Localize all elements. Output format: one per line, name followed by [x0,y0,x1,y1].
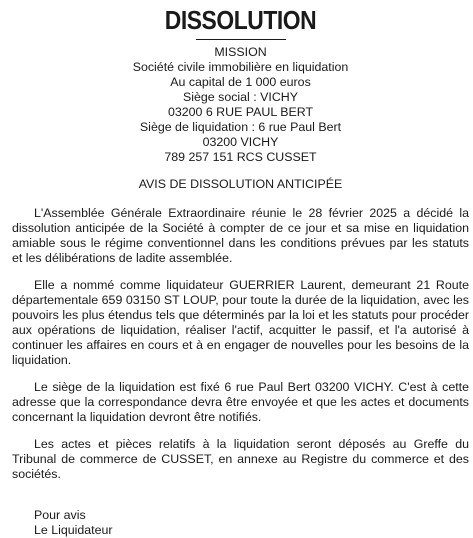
company-form: Société civile immobilière en liquidation [132,60,349,74]
title-divider [196,39,286,40]
registered-office-address: 03200 6 RUE PAUL BERT [167,105,314,119]
signoff-line-1: Pour avis [34,508,86,522]
paragraph-liquidation-seat: Le siège de la liquidation est fixé 6 rue Paul Bert 03200 VICHY. C'est à cette adresse que la correspondance devra être envoyée et que les actes et documents concernant la liquidation devront être notifiés. [12,380,469,424]
notice-heading: AVIS DE DISSOLUTION ANTICIPÉE [138,177,343,191]
rcs-number: 789 257 151 RCS CUSSET [164,150,317,164]
page-title: DISSOLUTION [164,5,317,35]
liquidation-office-city: 03200 VICHY [202,135,279,149]
company-name: MISSION [214,45,267,59]
paragraph-decision: L'Assemblée Générale Extraordinaire réunie le 28 février 2025 a décidé la dissolution anticipée de la Société à compter de ce jour et sa mise en liquidation amiable sous le régime conventionnel dans les conditions prévues par les statuts et les délibérations de ladite assemblée. [12,206,469,265]
registered-office: Siège social : VICHY [182,90,298,104]
company-capital: Au capital de 1 000 euros [170,75,311,89]
signoff-line-2: Le Liquidateur [34,523,113,537]
liquidation-office: Siège de liquidation : 6 rue Paul Bert [139,120,342,134]
company-details [12,45,469,165]
paragraph-filing: Les actes et pièces relatifs à la liquidation seront déposés au Greffe du Tribunal de commerce de CUSSET, en annexe au Registre du commerce et des sociétés. [12,437,469,481]
paragraph-liquidator: Elle a nommé comme liquidateur GUERRIER Laurent, demeurant 21 Route départementale 659 03150 ST LOUP, pour toute la durée de la liquidation, avec les pouvoirs les plus étendus tels que déterminés par la loi et les statuts pour procéder aux opérations de liquidation, réaliser l'actif, acquitter le passif, et l'a autorisé à continuer les affaires en cours et à en engager de nouvelles pour les besoins de la liquidation. [12,278,469,367]
